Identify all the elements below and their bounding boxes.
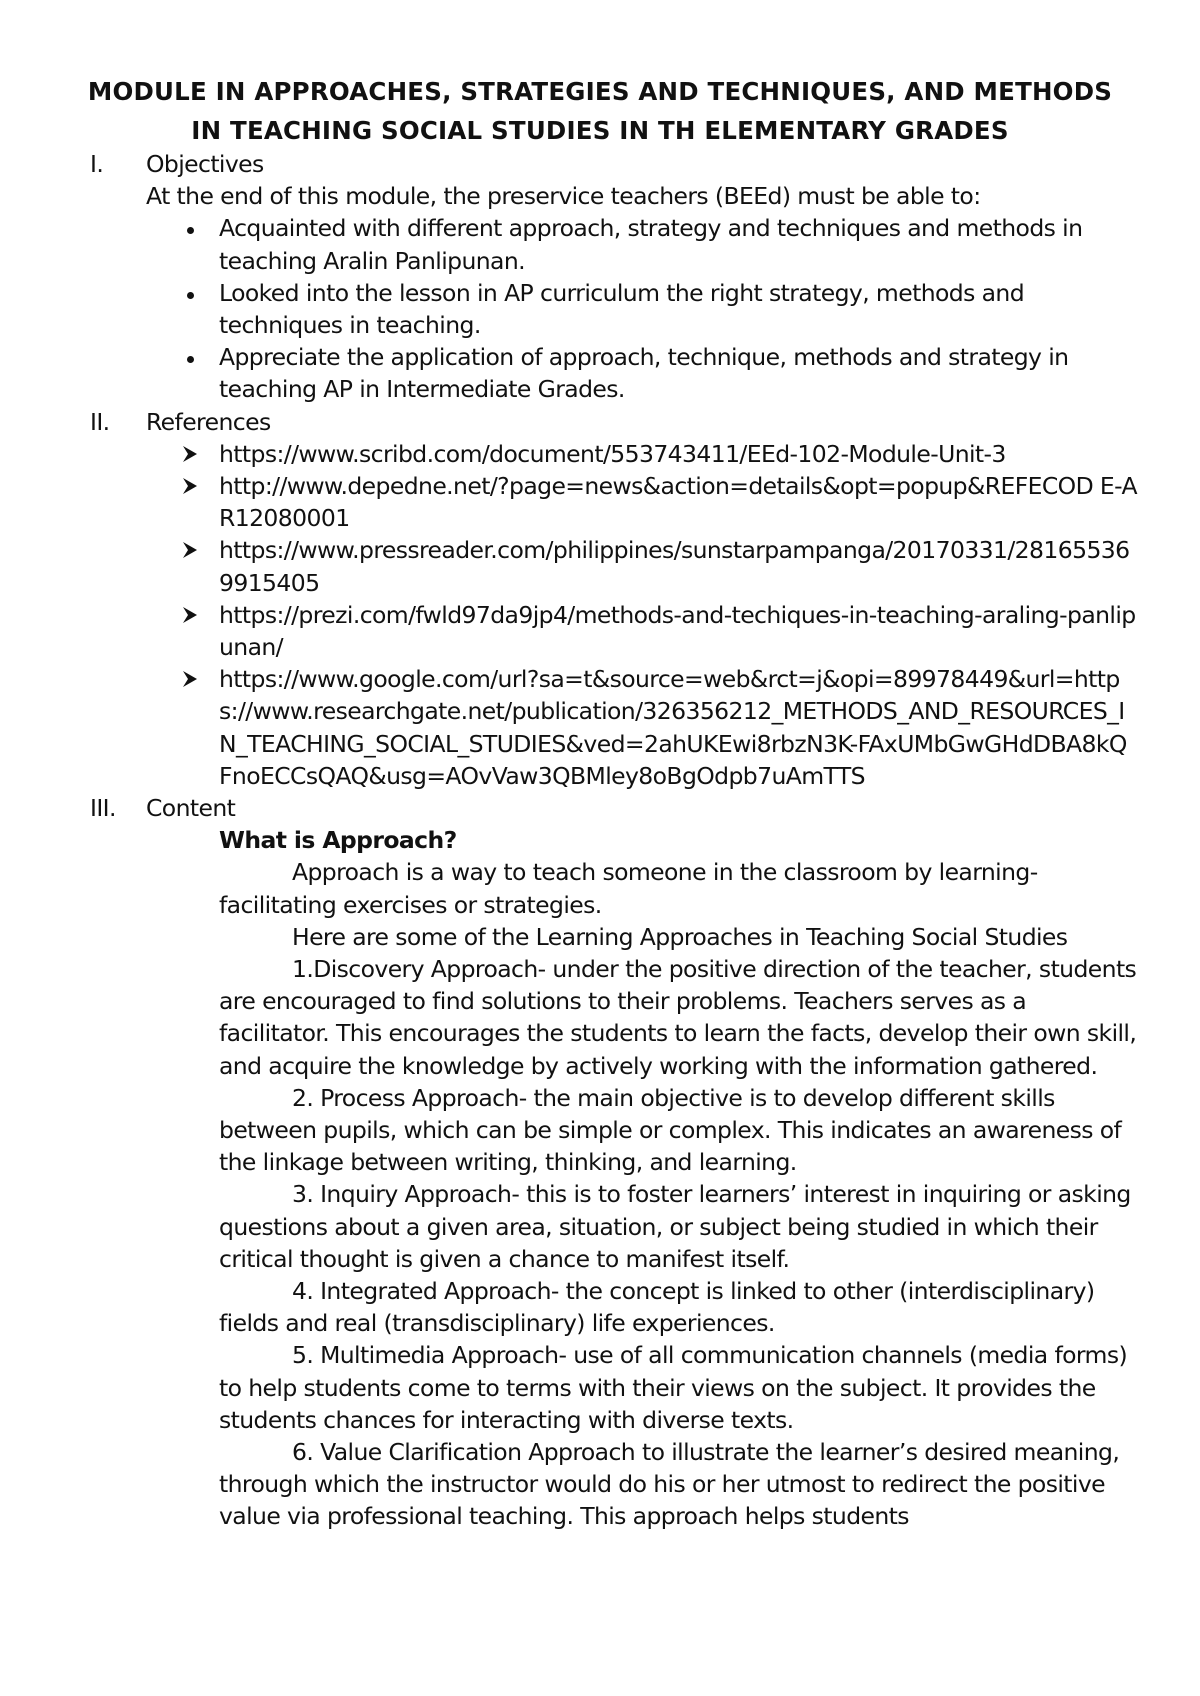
objective-item bbox=[0, 277, 1200, 341]
section-heading: Content bbox=[146, 794, 236, 823]
section-heading: References bbox=[146, 407, 271, 436]
objectives-list bbox=[0, 212, 1200, 405]
objective-text: Appreciate the application of approach, technique, methods and strategy in teaching AP in Intermediate Grades. bbox=[219, 343, 1069, 404]
content-paragraph: 1.Discovery Approach- under the positive direction of the teacher, students are encouraged to find solutions to their problems. Teachers serves as a facilitator. This encourages the students to learn the facts, develop their own skill, and acquire the knowledge by actively working with the information gathered. bbox=[219, 955, 1137, 1080]
bullet-icon bbox=[187, 227, 194, 234]
section-numeral: I. bbox=[90, 150, 104, 178]
reference-item bbox=[0, 534, 1200, 598]
reference-link[interactable]: https://prezi.com/fwld97da9jp4/methods-and-techiques-in-teaching-araling-panlipunan/ bbox=[219, 600, 1136, 662]
content-paragraph: 5. Multimedia Approach- use of all communication channels (media forms) to help students come to terms with their views on the subject. It provides the students chances for interacting with diverse texts. bbox=[219, 1341, 1128, 1434]
arrow-bullet-icon bbox=[182, 444, 198, 464]
arrow-bullet-icon bbox=[182, 605, 198, 625]
content-paragraph: 4. Integrated Approach- the concept is linked to other (interdisciplinary) fields and real (transdisciplinary) life experiences. bbox=[219, 1277, 1095, 1338]
objective-text: Acquainted with different approach, strategy and techniques and methods in teaching Aralin Panlipunan. bbox=[219, 214, 1083, 275]
reference-link[interactable]: https://www.scribd.com/document/553743411/EEd-102-Module-Unit-3 bbox=[219, 439, 1006, 468]
reference-link[interactable]: http://www.depedne.net/?page=news&action=details&opt=popup&REFECOD E-AR12080001 bbox=[219, 472, 1138, 533]
document-body bbox=[0, 148, 1200, 1533]
bullet-icon bbox=[187, 292, 194, 299]
section-objectives-heading bbox=[0, 148, 1200, 180]
objectives-intro: At the end of this module, the preservice teachers (BEEd) must be able to: bbox=[146, 182, 981, 211]
content-paragraph: 3. Inquiry Approach- this is to foster learners’ interest in inquiring or asking questions about a given area, situation, or subject being studied in which their critical thought is given a chance to manifest itself. bbox=[219, 1180, 1131, 1273]
section-references-heading bbox=[0, 406, 1200, 438]
references-list bbox=[0, 438, 1200, 792]
arrow-bullet-icon bbox=[182, 476, 198, 496]
content-paragraph: Here are some of the Learning Approaches in Teaching Social Studies bbox=[292, 922, 1068, 951]
title-line-1: MODULE IN APPROACHES, STRATEGIES AND TECHNIQUES, AND METHODS bbox=[87, 77, 1113, 106]
reference-link[interactable]: https://www.google.com/url?sa=t&source=web&rct=j&opi=89978449&url=https://www.researchgate.net/publication/326356212_METHODS_AND_RESOURCES_IN_TEACHING_SOCIAL_STUDIES&ved=2ahUKEwi8rbzN3K-FAxUMbGwGHdDBA8kQFnoECCsQAQ&usg=AOvVaw3QBMley8oBgOdpb7uAmTTS bbox=[219, 665, 1127, 790]
content-paragraph: 6. Value Clarification Approach to illustrate the learner’s desired meaning, through which the instructor would do his or her utmost to redirect the positive value via professional teaching. This approach helps students bbox=[219, 1438, 1120, 1531]
module-title bbox=[0, 72, 1200, 150]
bullet-icon bbox=[187, 356, 194, 363]
reference-item bbox=[0, 599, 1200, 663]
section-numeral: III. bbox=[90, 794, 116, 823]
reference-link[interactable]: https://www.pressreader.com/philippines/sunstarpampanga/20170331/281655369915405 bbox=[219, 536, 1130, 597]
content-subheading: What is Approach? bbox=[219, 826, 457, 855]
reference-item bbox=[0, 663, 1200, 792]
section-heading: Objectives bbox=[146, 150, 264, 178]
reference-item bbox=[0, 470, 1200, 534]
content-paragraph: Approach is a way to teach someone in the classroom by learning-facilitating exercises or strategies. bbox=[219, 858, 1038, 919]
content-paragraph: 2. Process Approach- the main objective is to develop different skills between pupils, which can be simple or complex. This indicates an awareness of the linkage between writing, thinking, and learning. bbox=[219, 1083, 1122, 1177]
title-line-2: IN TEACHING SOCIAL STUDIES IN TH ELEMENTARY GRADES bbox=[191, 116, 1009, 145]
objective-item bbox=[0, 341, 1200, 405]
reference-item bbox=[0, 438, 1200, 470]
arrow-bullet-icon bbox=[182, 540, 198, 560]
objective-item bbox=[0, 212, 1200, 276]
arrow-bullet-icon bbox=[182, 669, 198, 689]
section-content-heading bbox=[0, 792, 1200, 824]
objective-text: Looked into the lesson in AP curriculum the right strategy, methods and techniques in teaching. bbox=[219, 278, 1025, 339]
section-numeral: II. bbox=[90, 407, 110, 436]
